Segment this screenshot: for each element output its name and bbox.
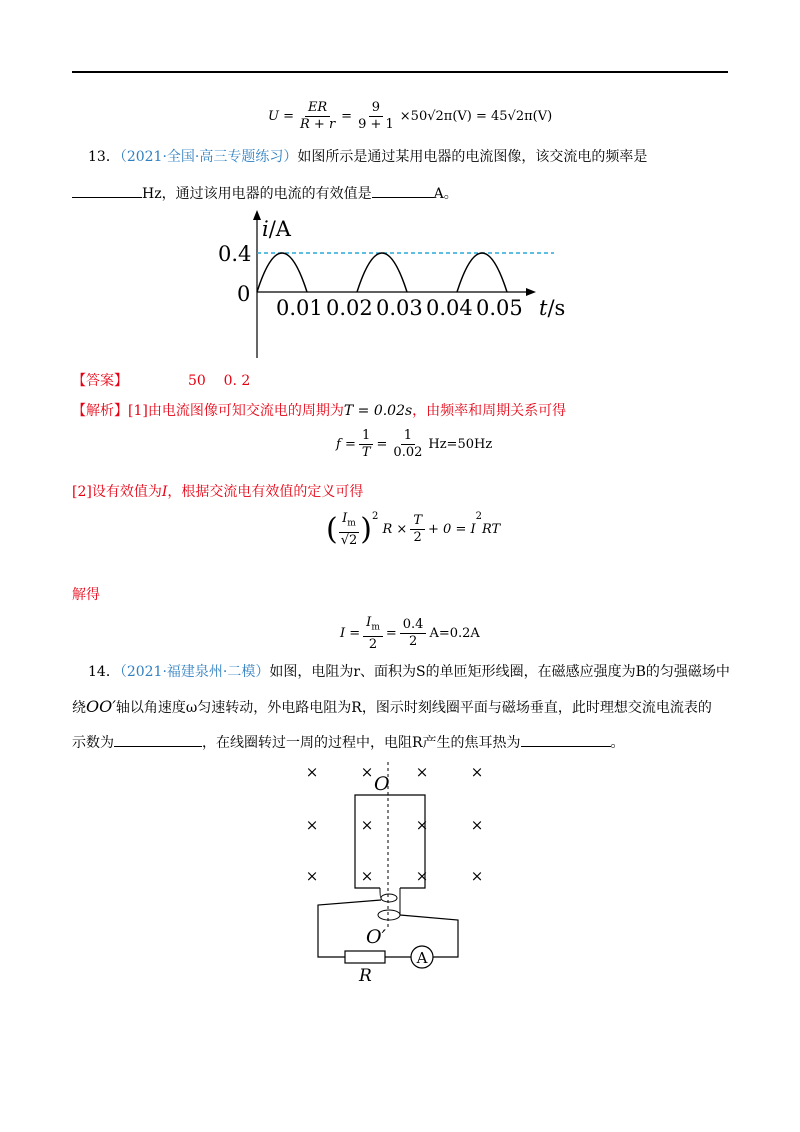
answer-blank-frequency[interactable] [72,183,142,198]
answer-values: 50 0. 2 [188,373,251,389]
q13-answer [72,371,250,391]
coil-lead-left [380,888,381,898]
current-graph [212,206,582,358]
x-tick-label: 0.02 [326,296,373,320]
origin-label: 0 [237,282,251,306]
x-tick-label: 0.03 [376,296,423,320]
q14-line3: 示数为 ，在线圈转过一周的过程中，电阻R产生的焦耳热为 。 [72,732,625,753]
equation-frequency: f = $\frac{1}{T}$ = $\frac{1}{0.02}$ Hz=50Hz [336,428,493,460]
q13-analysis-1: 【解析】[1]由电流图像可知交流电的周期为T = 0.02s，由频率和周期关系可得 [72,403,567,419]
field-cross-icon: × [470,816,484,834]
slip-ring-lower [378,910,400,920]
q13-line1: 13．（2021·全国·高三专题练习）如图所示是通过某用电器的电流图像，该交流电的频率是 [88,149,648,165]
ammeter-label: A [416,949,428,967]
q14-line1: 14．（2021·福建泉州·二模）如图，电阻为r、面积为S的单匝矩形线圈，在磁感应强度为B的匀强磁场中 [88,664,730,680]
field-cross-icon: × [360,867,374,885]
x-tick-label: 0.04 [426,296,473,320]
y-axis-label: i/A [262,217,291,241]
axis-label-o: O [374,773,390,795]
q13-line2: Hz，通过该用电器的电流的有效值是 A。 [72,183,458,204]
slip-ring-upper [381,894,397,902]
answer-blank-current[interactable] [372,183,434,198]
half-wave-1 [257,253,307,292]
axis-label-o-prime: O′ [366,926,386,948]
x-tick-label: 0.01 [276,296,323,320]
y-tick-label: 0.4 [218,242,252,266]
field-cross-icon: × [305,763,319,781]
equation-current: I = $\frac{I_m}{2}$ = $\frac{0.4}{2}$ A=0.2A [340,615,480,652]
field-cross-icon: × [415,816,429,834]
equation-effective: ( $\frac{I_m}{√2}$ ) $^2$ R × $\frac{T}{2}$ + 0 = I 2 RT [326,511,501,548]
magnetic-field-crosses [306,763,484,885]
x-axis-label: t/s [539,296,566,320]
field-cross-icon: × [470,763,484,781]
equation-voltage: U = $\frac{ER}{R + r}$ = $\frac{9}{9 + 1}$ ×50√2π(V) = 45√2π(V) [268,100,553,132]
q14-line2: 绕OO′轴以角速度ω匀速转动，外电路电阻为R，图示时刻线圈平面与磁场垂直，此时理想交流电流表的 [72,697,712,716]
field-cross-icon: × [305,816,319,834]
field-cross-icon: × [470,867,484,885]
field-cross-icon: × [415,867,429,885]
x-tick-label: 0.05 [476,296,523,320]
header-rule [72,71,728,73]
field-cross-icon: × [415,763,429,781]
x-axis-arrow [526,288,536,296]
coil-circuit-diagram [300,760,500,985]
field-cross-icon: × [360,763,374,781]
q14-source: （2021·福建泉州·二模） [119,664,270,680]
answer-blank-current-reading[interactable] [114,732,202,747]
half-wave-2 [357,253,407,292]
q13-source: （2021·全国·高三专题练习） [119,149,298,165]
resistor-label: R [359,966,372,985]
half-wave-3 [457,253,507,292]
field-cross-icon: × [360,816,374,834]
solve-label: 解得 [72,587,100,603]
field-cross-icon: × [305,867,319,885]
answer-label: 【答案】 [72,373,128,389]
answer-blank-joule-heat[interactable] [521,732,611,747]
q13-analysis-2: [2]设有效值为I，根据交流电有效值的定义可得 [72,484,364,500]
y-axis-arrow [253,210,261,220]
resistor-icon [345,951,385,963]
